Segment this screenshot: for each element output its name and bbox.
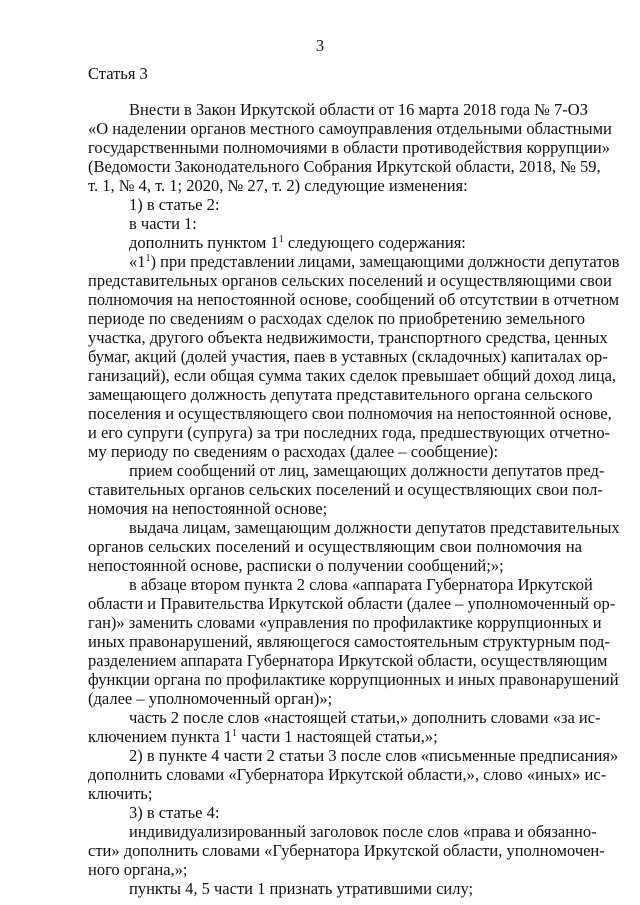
superscript: 1 bbox=[145, 253, 151, 264]
paragraph-line: часть 2 после слов «настоящей статьи,» дополнить словами «за ис- bbox=[129, 708, 601, 727]
paragraph-line: бумаг, акций (долей участия, паев в уставных (складочных) капиталах ор- bbox=[88, 347, 608, 366]
paragraph-line: индивидуализированный заголовок после слов «права и обязанно- bbox=[129, 822, 597, 841]
paragraph-line: му периоду по сведениям о расходах (далее – сообщение): bbox=[88, 442, 499, 461]
paragraph-line: в абзаце втором пункта 2 слова «аппарата Губернатора Иркутской bbox=[129, 575, 593, 594]
line-text: части 1 настоящей статьи,»; bbox=[236, 727, 438, 746]
line-text: ) при представлении лицами, замещающими должности депутатов bbox=[150, 252, 620, 271]
paragraph-line: ган)» заменить словами «управления по профилактике коррупционных и bbox=[88, 613, 602, 632]
line-text: следующего содержания: bbox=[283, 233, 466, 252]
line-text: ключением пункта 1 bbox=[88, 727, 232, 746]
paragraph-line: в части 1: bbox=[129, 214, 197, 233]
paragraph-line: 2) в пункте 4 части 2 статьи 3 после слов «письменные предписания» bbox=[129, 746, 619, 765]
paragraph-line: дополнить словами «Губернатора Иркутской области,», слово «иных» ис- bbox=[88, 765, 607, 784]
paragraph-line: функции органа по профилактике коррупционных и иных правонарушений bbox=[88, 670, 619, 689]
paragraph-line: (Ведомости Законодательного Собрания Иркутской области, 2018, № 59, bbox=[88, 157, 601, 176]
superscript: 1 bbox=[231, 728, 237, 739]
paragraph-line: ного органа,»; bbox=[88, 860, 188, 879]
paragraph-line: полномочия на непостоянной основе, сообщений об отсутствии в отчетном bbox=[88, 290, 620, 309]
paragraph-line: 3) в статье 4: bbox=[129, 803, 220, 822]
paragraph-line: ставительных органов сельских поселений и осуществляющих свои пол- bbox=[88, 480, 603, 499]
paragraph-line: и его супруги (супруга) за три последних года, предшествующих отчетно- bbox=[88, 423, 611, 442]
paragraph-line: органов сельских поселений и осуществляющим свои полномочия на bbox=[88, 537, 582, 556]
paragraph-line: номочия на непостоянной основе; bbox=[88, 499, 328, 518]
paragraph-line: периоде по сведениям о расходах сделок по приобретению земельного bbox=[88, 309, 585, 328]
paragraph-line: области и Правительства Иркутской области (далее – уполномоченный ор- bbox=[88, 594, 616, 613]
paragraph-line bbox=[88, 727, 582, 746]
paragraph-line: сти» дополнить словами «Губернатора Иркутской области, уполномочен- bbox=[88, 841, 605, 860]
paragraph-line: разделением аппарата Губернатора Иркутской области, осуществляющим bbox=[88, 651, 608, 670]
paragraph-line: ганизаций), если общая сумма таких сделок превышает общий доход лица, bbox=[88, 366, 617, 385]
paragraph-line: замещающего должность депутата представительного органа сельского bbox=[88, 385, 593, 404]
paragraph-line: прием сообщений от лиц, замещающих должности депутатов пред- bbox=[129, 461, 605, 480]
paragraph-line bbox=[129, 233, 582, 252]
paragraph-line: участка, другого объекта недвижимости, транспортного средства, ценных bbox=[88, 328, 608, 347]
article-heading: Статья 3 bbox=[88, 64, 148, 83]
paragraph-line: государственными полномочиями в области противодействия коррупции» bbox=[88, 138, 610, 157]
paragraph-line: ключить; bbox=[88, 784, 153, 803]
paragraph-line: иных правонарушений, являющегося самостоятельным структурным под- bbox=[88, 632, 610, 651]
paragraph-line: представительных органов сельских поселений и осуществляющими свои bbox=[88, 271, 612, 290]
paragraph-line: непостоянной основе, расписки о получении сообщений;»; bbox=[88, 556, 504, 575]
paragraph-line: поселения и осуществляющего свои полномочия на непостоянной основе, bbox=[88, 404, 612, 423]
paragraph-line bbox=[129, 252, 620, 271]
line-text: дополнить пунктом 1 bbox=[129, 233, 279, 252]
paragraph-line: 1) в статье 2: bbox=[129, 195, 220, 214]
page-number: 3 bbox=[315, 36, 325, 55]
line-text: «1 bbox=[129, 252, 146, 271]
paragraph-line: Внести в Закон Иркутской области от 16 марта 2018 года № 7-ОЗ bbox=[129, 100, 588, 119]
paragraph-line: т. 1, № 4, т. 1; 2020, № 27, т. 2) следующие изменения: bbox=[88, 176, 468, 195]
superscript: 1 bbox=[278, 234, 284, 245]
paragraph-line: «О наделении органов местного самоуправления отдельными областными bbox=[88, 119, 612, 138]
paragraph-line: пункты 4, 5 части 1 признать утратившими силу; bbox=[129, 879, 474, 898]
paragraph-line: (далее – уполномоченный орган)»; bbox=[88, 689, 333, 708]
paragraph-line: выдача лицам, замещающим должности депутатов представительных bbox=[129, 518, 620, 537]
